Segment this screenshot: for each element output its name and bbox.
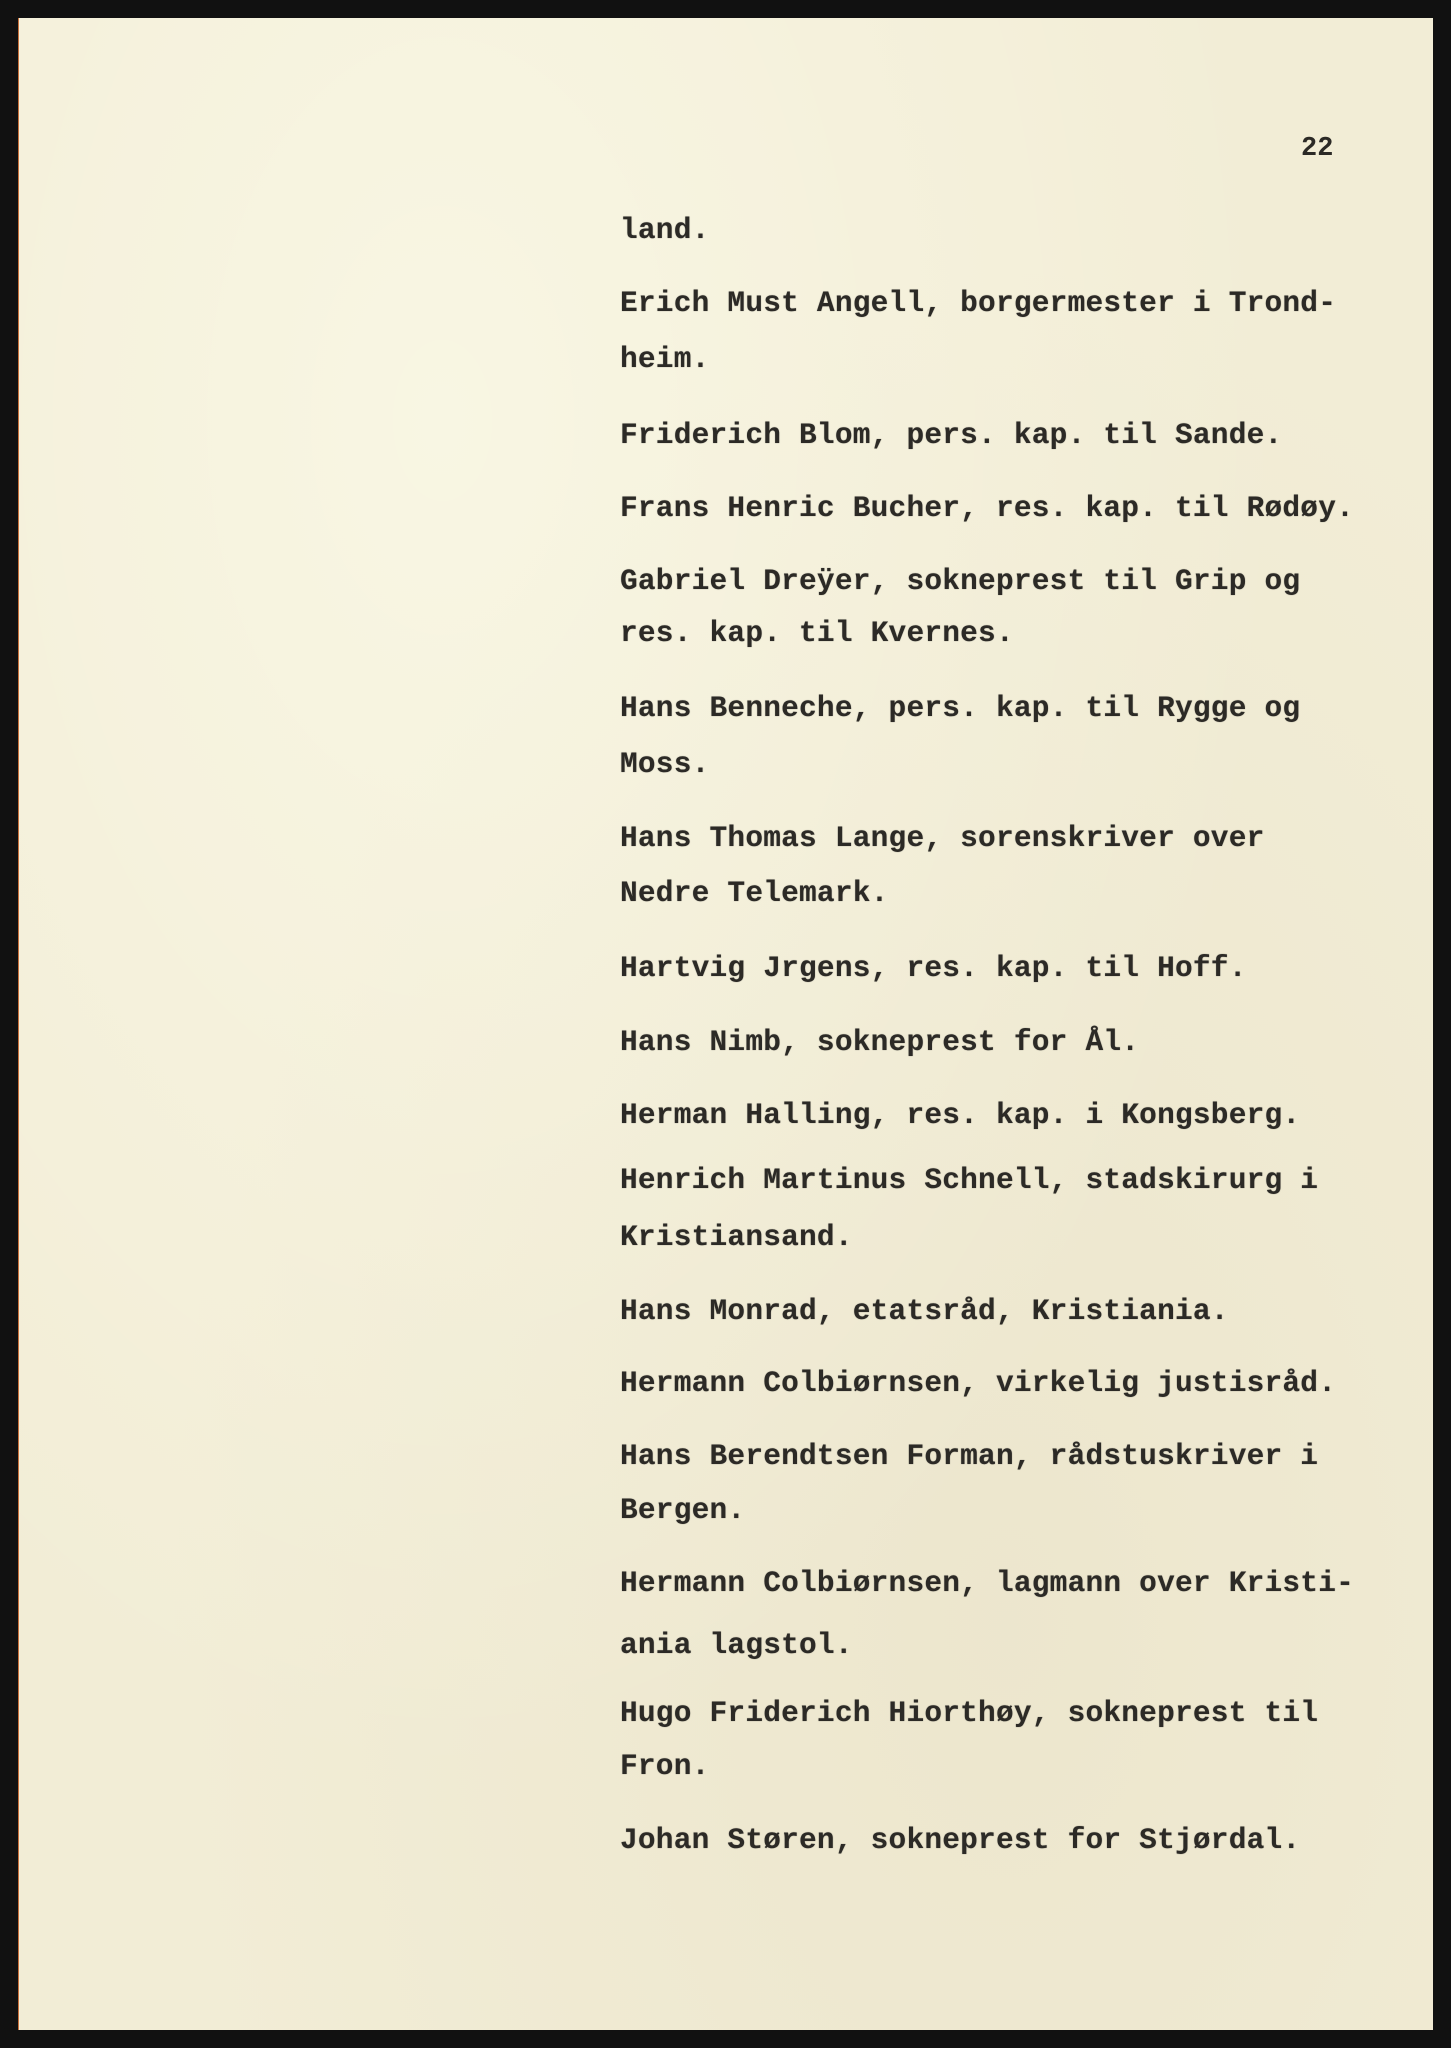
page-number: 22 — [1301, 134, 1334, 164]
text-line: Herman Halling, res. kap. i Kongsberg. — [620, 1098, 1301, 1132]
text-line: ania lagstol. — [620, 1628, 853, 1662]
text-line: Bergen. — [620, 1493, 746, 1527]
text-line: Hugo Friderich Hiorthøy, sokneprest til — [620, 1696, 1319, 1730]
text-line: Moss. — [620, 747, 710, 781]
text-line: res. kap. til Kvernes. — [620, 616, 1014, 650]
text-line: Gabriel Dreÿer, sokneprest til Grip og — [620, 564, 1301, 598]
text-line: Kristiansand. — [620, 1220, 853, 1254]
text-line: Hans Monrad, etatsråd, Kristiania. — [620, 1294, 1229, 1328]
text-line: Hartvig Jrgens, res. kap. til Hoff. — [620, 951, 1247, 985]
text-line: Hans Thomas Lange, sorenskriver over — [620, 821, 1265, 855]
text-line: Henrich Martinus Schnell, stadskirurg i — [620, 1163, 1319, 1197]
text-line: Frans Henric Bucher, res. kap. til Rødøy. — [620, 491, 1355, 525]
text-line: Hans Benneche, pers. kap. til Rygge og — [620, 691, 1301, 725]
text-line: Hans Berendtsen Forman, rådstuskriver i — [620, 1439, 1319, 1473]
text-line: Erich Must Angell, borgermester i Trond- — [620, 286, 1337, 320]
text-line: Hermann Colbiørnsen, lagmann over Kristi- — [620, 1566, 1355, 1600]
text-line: Hermann Colbiørnsen, virkelig justisråd. — [620, 1366, 1337, 1400]
text-line: land. — [620, 213, 710, 247]
text-line: heim. — [620, 342, 710, 376]
text-line: Fron. — [620, 1749, 710, 1783]
text-line: Nedre Telemark. — [620, 876, 889, 910]
document-page — [18, 18, 1433, 2030]
text-line: Friderich Blom, pers. kap. til Sande. — [620, 418, 1283, 452]
text-line: Johan Støren, sokneprest for Stjørdal. — [620, 1823, 1301, 1857]
text-line: Hans Nimb, sokneprest for Ål. — [620, 1025, 1140, 1059]
